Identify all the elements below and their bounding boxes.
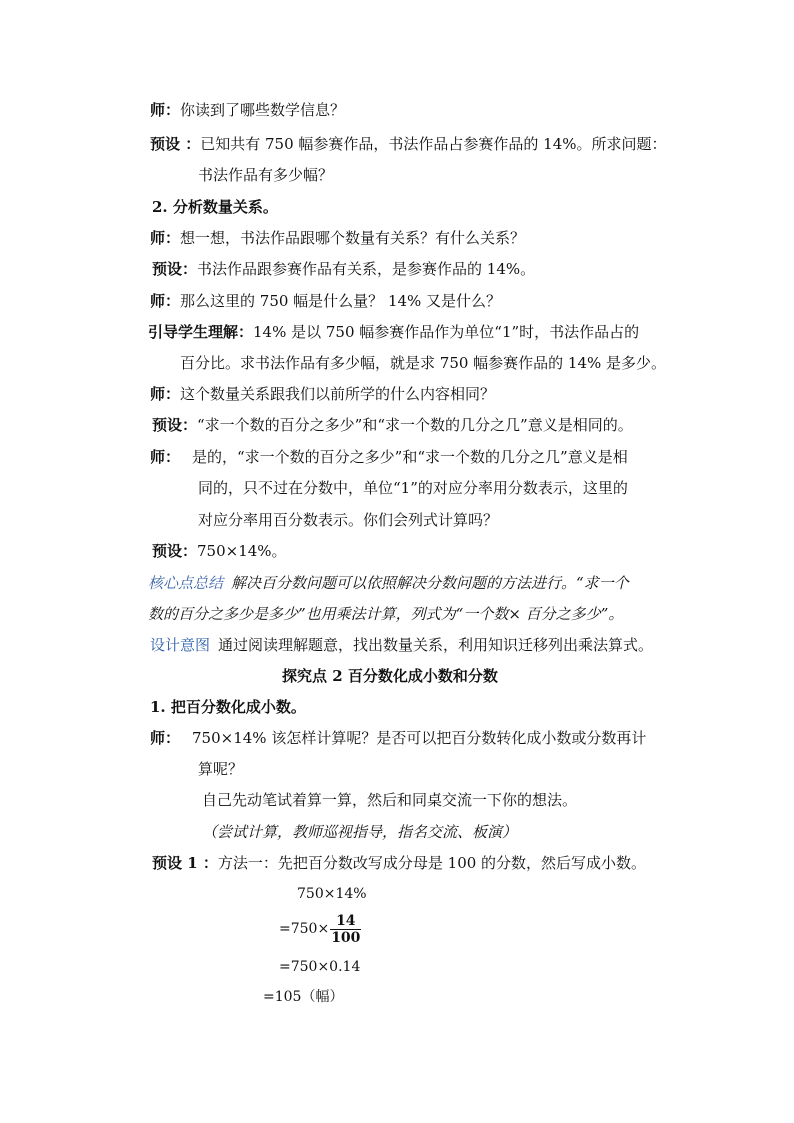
calc-step-2	[279, 910, 361, 948]
dialogue-line	[150, 134, 667, 154]
design-intent-label: 设计意图	[150, 636, 211, 654]
line-text: “求一个数的百分之多少”和“求一个数的几分之几”意义是相同的。	[197, 416, 633, 434]
dialogue-line-continued	[198, 510, 498, 530]
line-text: 解决百分数问题可以依照解决分数问题的方法进行。“求一个	[231, 574, 629, 592]
line-text: 书法作品跟参赛作品有关系，是参赛作品的 14%。	[197, 260, 536, 278]
calc-text: =750×	[279, 921, 330, 937]
dialogue-line	[152, 853, 646, 873]
dialogue-line-continued	[198, 165, 333, 185]
instruction-line	[202, 790, 577, 810]
speaker-label: 师：	[150, 448, 181, 466]
line-text: 对应分率用百分数表示。你们会列式计算吗？	[198, 511, 499, 529]
line-text: 那么这里的 750 幅是什么量？ 14% 又是什么？	[180, 292, 502, 310]
heading-text: 2. 分析数量关系。	[152, 198, 278, 216]
fraction	[330, 913, 361, 946]
speaker-label: 预设：	[152, 542, 198, 560]
dialogue-line	[148, 322, 639, 342]
line-text: 百分比。求书法作品有多少幅，就是求 750 幅参赛作品的 14% 是多少。	[180, 354, 667, 372]
speaker-label: 师：	[150, 385, 181, 403]
calc-step-1	[297, 884, 367, 904]
activity-note	[202, 822, 517, 842]
speaker-label: 师：	[150, 729, 181, 747]
dialogue-line	[152, 415, 633, 435]
speaker-label: 预设：	[152, 416, 198, 434]
dialogue-line-continued	[180, 353, 666, 373]
line-text: （尝试计算，教师巡视指导，指名交流、板演）	[202, 823, 518, 841]
design-intent-line	[150, 635, 653, 655]
summary-label: 核心点总结	[148, 574, 224, 592]
speaker-label: 引导学生理解：	[148, 323, 254, 341]
summary-line-continued	[148, 604, 623, 624]
speaker-label: 师：	[150, 101, 181, 119]
line-text: 通过阅读理解题意，找出数量关系，利用知识迁移列出乘法算式。	[218, 636, 654, 654]
calc-text: 750×14%	[297, 886, 367, 902]
dialogue-line	[150, 447, 628, 467]
line-text: 书法作品有多少幅？	[198, 166, 334, 184]
section-heading	[152, 197, 278, 217]
fraction-numerator: 14	[330, 913, 361, 930]
line-text: 自己先动笔试着算一算，然后和同桌交流一下你的想法。	[202, 791, 578, 809]
title-text: 探究点 2 百分数化成小数和分数	[282, 667, 498, 685]
dialogue-line	[150, 291, 501, 311]
line-text: 750×14%。	[197, 542, 287, 560]
line-text: 750×14% 该怎样计算呢？是否可以把百分数转化成小数或分数再计	[192, 729, 647, 747]
heading-text: 1. 把百分数化成小数。	[150, 698, 306, 716]
dialogue-line	[150, 728, 646, 748]
dialogue-line-continued	[198, 759, 243, 779]
line-text: 你读到了哪些数学信息？	[180, 101, 346, 119]
line-text: 已知共有 750 幅参赛作品，书法作品占参赛作品的 14%。所求问题：	[200, 135, 667, 153]
calc-step-4	[263, 987, 343, 1007]
dialogue-line	[152, 541, 287, 561]
speaker-label: 预设：	[152, 260, 198, 278]
dialogue-line	[150, 384, 495, 404]
line-text: 想一想，书法作品跟哪个数量有关系？有什么关系？	[180, 229, 526, 247]
section-title	[282, 666, 498, 686]
line-text: 是的，“求一个数的百分之多少”和“求一个数的几分之几”意义是相	[192, 448, 628, 466]
calc-text: =750×0.14	[279, 959, 361, 975]
calc-text: =105（幅）	[263, 989, 344, 1005]
dialogue-line	[150, 100, 345, 120]
speaker-label: 预设 1 ：	[152, 854, 218, 872]
dialogue-line	[150, 228, 525, 248]
line-text: 算呢？	[198, 760, 244, 778]
line-text: 数的百分之多少是多少”也用乘法计算，列式为“一个数× 百分之多少”。	[148, 605, 624, 623]
speaker-label: 预设 ：	[150, 135, 201, 153]
speaker-label: 师：	[150, 229, 181, 247]
speaker-label: 师：	[150, 292, 181, 310]
dialogue-line	[152, 259, 535, 279]
line-text: 这个数量关系跟我们以前所学的什么内容相同？	[180, 385, 496, 403]
line-text: 方法一：先把百分数改写成分母是 100 的分数，然后写成小数。	[217, 854, 647, 872]
fraction-denominator: 100	[331, 929, 361, 946]
line-text: 同的，只不过在分数中，单位“1”的对应分率用分数表示，这里的	[198, 479, 628, 497]
section-heading	[150, 697, 306, 717]
summary-line	[148, 573, 629, 593]
calc-step-3	[279, 957, 360, 977]
line-text: 14% 是以 750 幅参赛作品作为单位“1”时，书法作品占的	[253, 323, 640, 341]
dialogue-line-continued	[198, 478, 628, 498]
